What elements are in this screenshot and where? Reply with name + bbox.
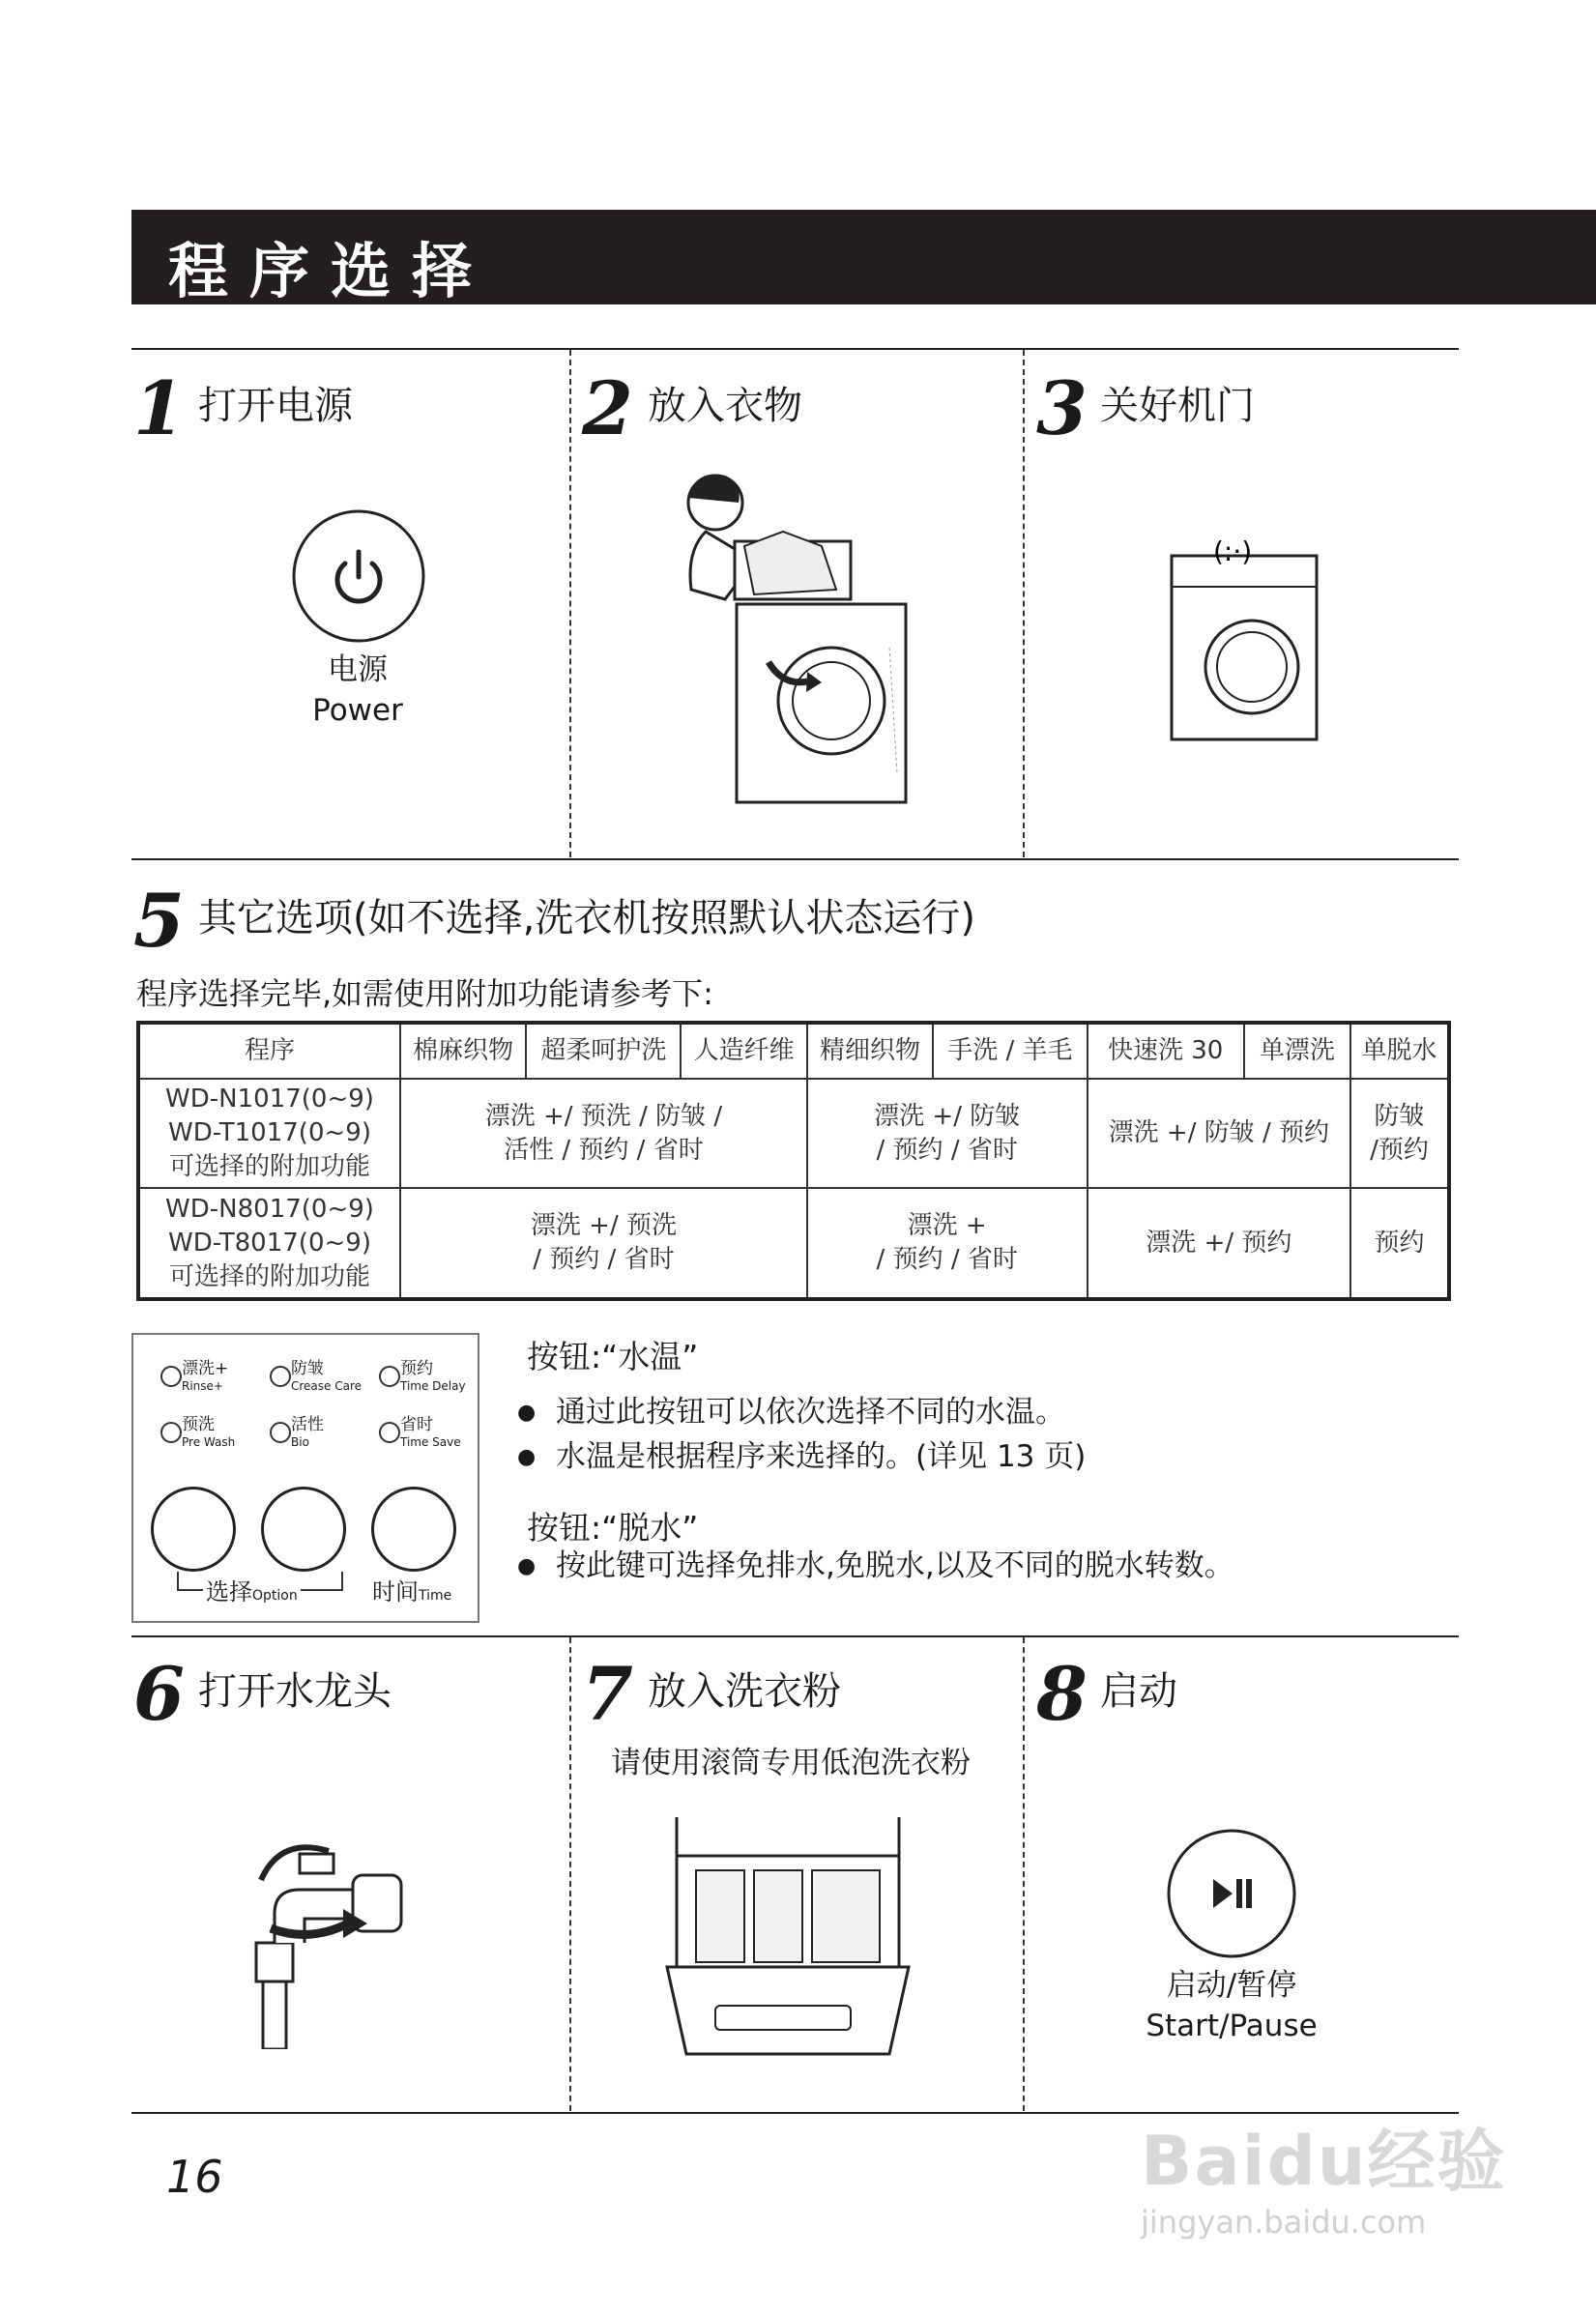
start-pause-label-en: Start/Pause bbox=[1146, 2009, 1318, 2043]
led-time-save bbox=[400, 1416, 461, 1451]
divider bbox=[569, 350, 571, 857]
power-label-cn: 电源 bbox=[328, 652, 388, 687]
faucet-illustration bbox=[242, 1837, 425, 2049]
table-header: 超柔呵护洗 bbox=[526, 1023, 681, 1079]
time-button[interactable] bbox=[371, 1487, 456, 1572]
svg-text:(:·): (:·) bbox=[1213, 535, 1253, 567]
spin-button-title: 按钮:“脱水” bbox=[527, 1509, 699, 1547]
table-header: 人造纤维 bbox=[681, 1023, 806, 1079]
step-6-title: 打开水龙头 bbox=[198, 1669, 392, 1714]
table-header: 棉麻织物 bbox=[400, 1023, 526, 1079]
led-label-cn: 活性 bbox=[291, 1415, 324, 1434]
led-rinse-plus bbox=[182, 1360, 228, 1395]
led-indicator-icon bbox=[379, 1366, 400, 1387]
step-6-number: 6 bbox=[133, 1651, 185, 1737]
option-label-cn: 选择 bbox=[206, 1578, 252, 1605]
table-cell bbox=[807, 1188, 1088, 1299]
led-indicator-icon bbox=[379, 1422, 400, 1443]
table-cell bbox=[1088, 1079, 1351, 1188]
step-2-number: 2 bbox=[582, 365, 633, 451]
option-label bbox=[203, 1573, 301, 1606]
start-pause-label-cn: 启动/暂停 bbox=[1166, 1968, 1297, 2003]
option-button-2[interactable] bbox=[261, 1487, 346, 1572]
cell-line: 预约 bbox=[1374, 1228, 1425, 1258]
step-7-number: 7 bbox=[582, 1651, 633, 1737]
led-indicator-icon bbox=[160, 1366, 182, 1387]
step-2-title: 放入衣物 bbox=[648, 384, 802, 428]
power-button[interactable] bbox=[290, 507, 427, 645]
led-label-cn: 预洗 bbox=[182, 1415, 215, 1434]
cell-line: 漂洗 +/ 预约 bbox=[1146, 1228, 1292, 1258]
led-label-cn: 预约 bbox=[400, 1359, 433, 1378]
model-note: 可选择的附加功能 bbox=[168, 1152, 370, 1182]
cell-line: 漂洗 +/ 防皱 / 预约 bbox=[1108, 1118, 1330, 1148]
led-label-cn: 防皱 bbox=[291, 1359, 324, 1378]
temp-bullet: ● 通过此按钮可以依次选择不同的水温。 bbox=[556, 1398, 1065, 1428]
time-label-en: Time bbox=[419, 1588, 452, 1604]
watermark-url: jingyan.baidu.com bbox=[1141, 2204, 1427, 2241]
led-label-cn: 漂洗+ bbox=[182, 1359, 229, 1378]
step-1-title: 打开电源 bbox=[198, 384, 353, 428]
led-crease-care bbox=[291, 1360, 362, 1395]
step-8-title: 启动 bbox=[1100, 1669, 1177, 1714]
cell-line: 防皱 bbox=[1374, 1101, 1425, 1131]
model-name: WD-N8017(0~9) bbox=[165, 1194, 374, 1224]
detergent-drawer-illustration bbox=[657, 1817, 918, 2059]
led-label-cn: 省时 bbox=[400, 1415, 433, 1434]
cell-line: /预约 bbox=[1370, 1135, 1429, 1165]
model-name: WD-T8017(0~9) bbox=[168, 1228, 371, 1258]
step-5-title: 其它选项(如不选择,洗衣机按照默认状态运行) bbox=[198, 896, 975, 940]
table-header: 单漂洗 bbox=[1244, 1023, 1350, 1079]
page-title: 程序选择 bbox=[168, 236, 494, 306]
table-row bbox=[138, 1079, 1449, 1188]
led-time-delay bbox=[400, 1360, 466, 1395]
model-note: 可选择的附加功能 bbox=[168, 1261, 370, 1291]
power-label-en: Power bbox=[312, 693, 403, 728]
table-cell bbox=[1350, 1188, 1449, 1299]
led-indicator-icon bbox=[270, 1366, 291, 1387]
option-label-en: Option bbox=[252, 1588, 298, 1604]
led-label-en: Time Save bbox=[400, 1435, 461, 1449]
control-panel bbox=[131, 1333, 479, 1623]
temp-button-title: 按钮:“水温” bbox=[527, 1338, 699, 1375]
divider bbox=[131, 348, 1459, 350]
cell-line: 活性 / 预约 / 省时 bbox=[504, 1135, 704, 1165]
step-5-number: 5 bbox=[133, 878, 185, 964]
led-pre-wash bbox=[182, 1416, 235, 1451]
model-name: WD-T1017(0~9) bbox=[168, 1118, 371, 1148]
table-cell bbox=[400, 1079, 807, 1188]
model-name: WD-N1017(0~9) bbox=[165, 1085, 374, 1114]
table-cell bbox=[138, 1079, 400, 1188]
led-label-en: Crease Care bbox=[291, 1379, 363, 1393]
table-header: 程序 bbox=[138, 1023, 400, 1079]
start-pause-button[interactable] bbox=[1165, 1827, 1298, 1960]
divider bbox=[1023, 1637, 1025, 2111]
power-label bbox=[261, 650, 454, 731]
time-label bbox=[372, 1573, 451, 1606]
step-3-number: 3 bbox=[1036, 365, 1088, 451]
closed-door-illustration bbox=[1160, 527, 1334, 749]
cell-line: / 预约 / 省时 bbox=[533, 1245, 675, 1275]
spin-bullet: ● 按此键可选择免排水,免脱水,以及不同的脱水转数。 bbox=[556, 1551, 1234, 1581]
cell-line: / 预约 / 省时 bbox=[876, 1245, 1018, 1275]
step-1-number: 1 bbox=[133, 365, 185, 451]
cell-line: 漂洗 +/ 预洗 / 防皱 / bbox=[484, 1101, 723, 1131]
table-cell bbox=[1088, 1188, 1351, 1299]
watermark-brand: Baidu经验 bbox=[1141, 2122, 1507, 2201]
led-label-en: Time Delay bbox=[400, 1379, 466, 1393]
led-label-en: Pre Wash bbox=[182, 1435, 236, 1449]
table-row bbox=[138, 1188, 1449, 1299]
table-header: 快速洗 30 bbox=[1088, 1023, 1244, 1079]
table-cell bbox=[138, 1188, 400, 1299]
cell-line: 漂洗 +/ 防皱 bbox=[874, 1101, 1021, 1131]
page-number: 16 bbox=[166, 2151, 223, 2203]
temp-bullet: ● 水温是根据程序来选择的。(详见 13 页) bbox=[556, 1442, 1086, 1472]
time-label-cn: 时间 bbox=[372, 1578, 419, 1605]
table-header: 手洗 / 羊毛 bbox=[933, 1023, 1087, 1079]
divider bbox=[569, 1637, 571, 2111]
step-7-subtitle: 请使用滚筒专用低泡洗衣粉 bbox=[611, 1746, 971, 1780]
start-pause-label bbox=[1106, 1965, 1357, 2046]
section-header bbox=[131, 210, 1596, 304]
table-cell bbox=[807, 1079, 1088, 1188]
led-bio bbox=[291, 1416, 324, 1451]
led-label-en: Rinse+ bbox=[182, 1379, 223, 1393]
cell-line: 漂洗 +/ 预洗 bbox=[530, 1211, 677, 1241]
table-header-row bbox=[138, 1023, 1449, 1079]
table-cell bbox=[1350, 1079, 1449, 1188]
table-header: 单脱水 bbox=[1350, 1023, 1449, 1079]
divider bbox=[1023, 350, 1025, 857]
table-cell bbox=[400, 1188, 807, 1299]
cell-line: / 预约 / 省时 bbox=[876, 1135, 1018, 1165]
options-table bbox=[136, 1021, 1451, 1301]
divider bbox=[131, 858, 1459, 860]
step-3-title: 关好机门 bbox=[1100, 384, 1255, 428]
option-button-1[interactable] bbox=[151, 1487, 236, 1572]
table-header: 精细织物 bbox=[807, 1023, 933, 1079]
step-7-title: 放入洗衣粉 bbox=[648, 1669, 841, 1714]
loading-laundry-illustration bbox=[667, 454, 918, 812]
led-indicator-icon bbox=[270, 1422, 291, 1443]
led-indicator-icon bbox=[160, 1422, 182, 1443]
divider bbox=[131, 1635, 1459, 1637]
step-5-intro: 程序选择完毕,如需使用附加功能请参考下: bbox=[136, 975, 713, 1012]
led-label-en: Bio bbox=[291, 1435, 309, 1449]
step-8-number: 8 bbox=[1036, 1651, 1088, 1737]
cell-line: 漂洗 + bbox=[907, 1211, 987, 1241]
